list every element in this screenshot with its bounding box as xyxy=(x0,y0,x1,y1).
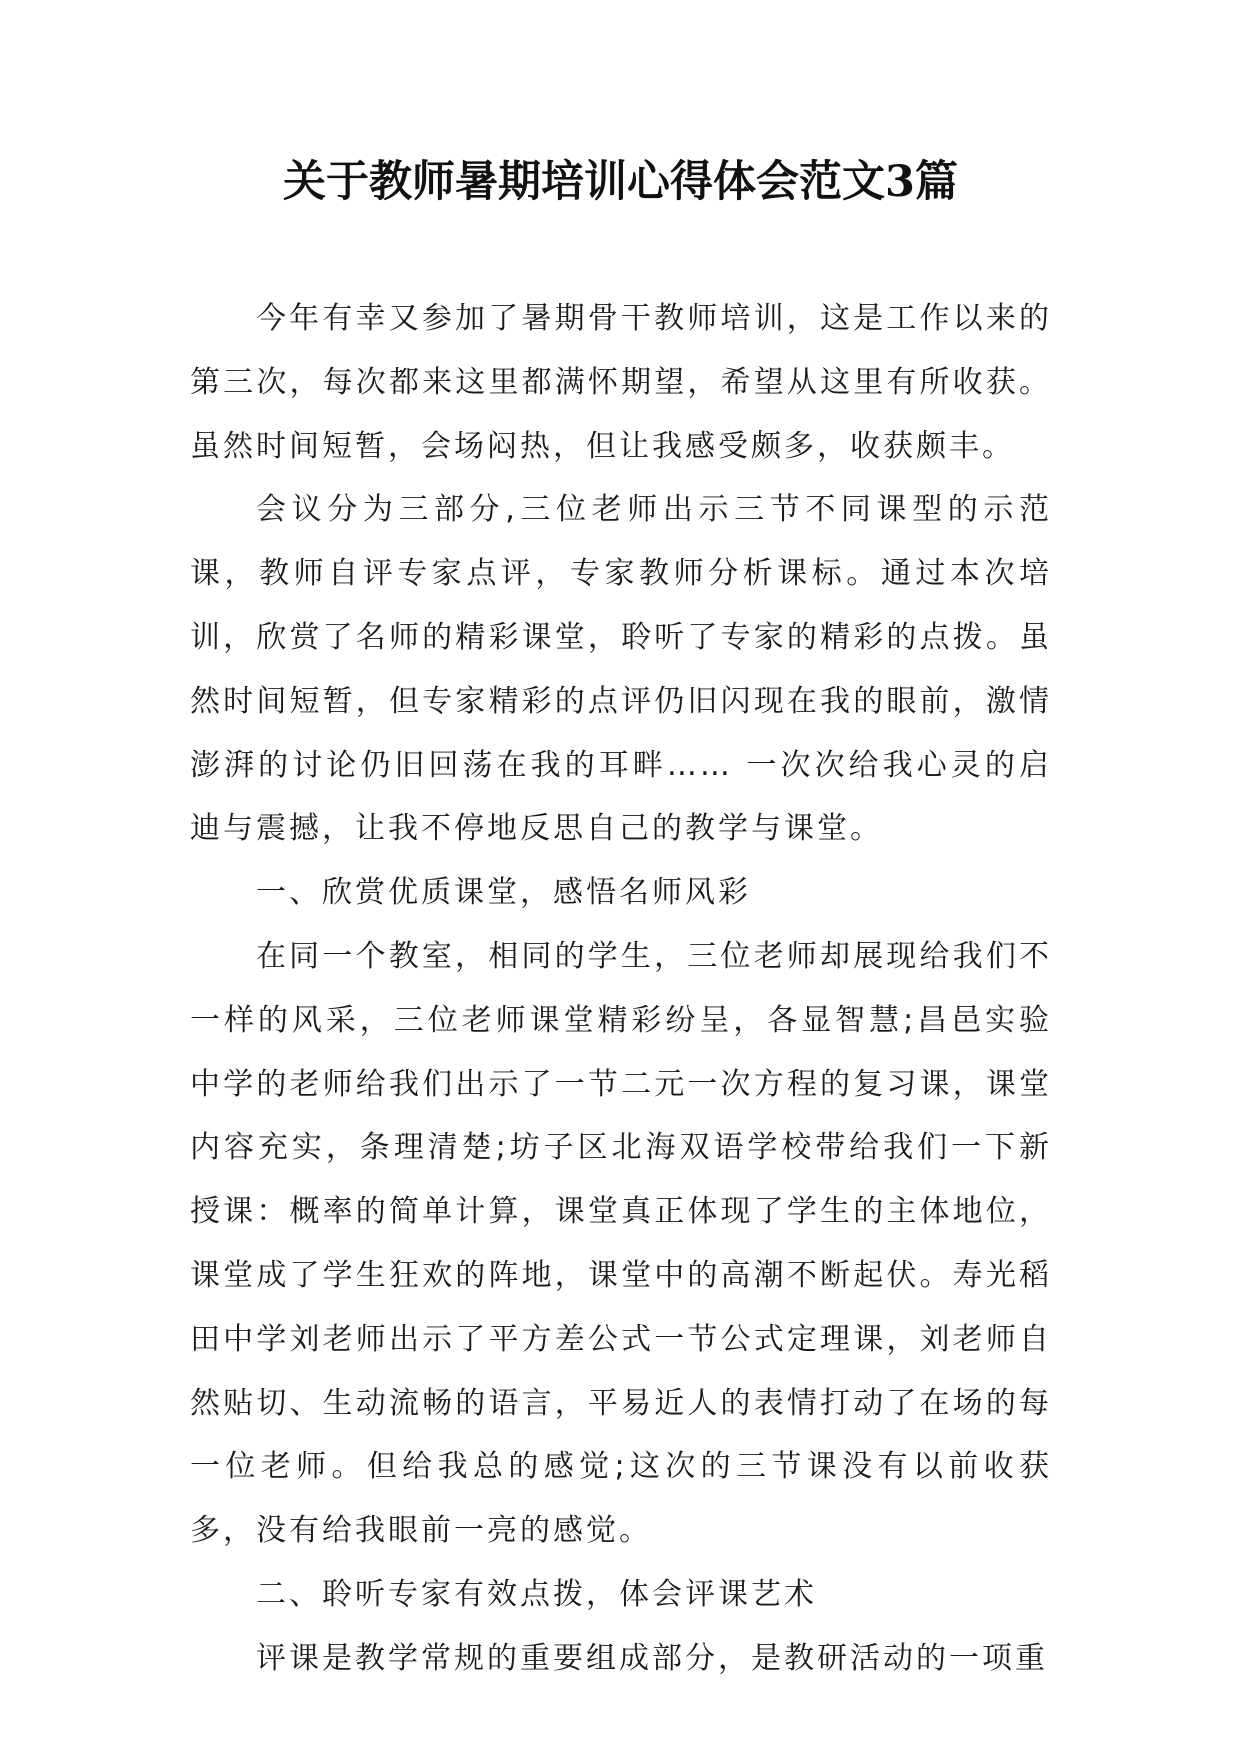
paragraph-meeting: 会议分为三部分,三位老师出示三节不同课型的示范课，教师自评专家点评，专家教师分析课标。通过本次培训，欣赏了名师的精彩课堂，聆听了专家的精彩的点拨。虽然时间短暂，但专家精彩的点评仍旧闪现在我的眼前，激情澎湃的讨论仍旧回荡在我的耳畔…… 一次次给我心灵的启迪与震撼，让我不停地反思自己的教学与课堂。 xyxy=(190,492,1052,847)
paragraph-intro: 今年有幸又参加了暑期骨干教师培训，这是工作以来的第三次，每次都来这里都满怀期望，希望从这里有所收获。虽然时间短暂，会场闷热，但让我感受颇多，收获颇丰。 xyxy=(190,301,1052,464)
section-heading-2: 二、聆听专家有效点拨，体会评课艺术 xyxy=(256,1576,817,1612)
section-heading-1: 一、欣赏优质课堂，感悟名师风彩 xyxy=(256,875,751,911)
document-title: 关于教师暑期培训心得体会范文3篇 xyxy=(283,157,958,207)
document-body xyxy=(190,287,1052,1691)
paragraph-classroom: 在同一个教室，相同的学生，三位老师却展现给我们不一样的风采，三位老师课堂精彩纷呈，各显智慧;昌邑实验中学的老师给我们出示了一节二元一次方程的复习课，课堂内容充实，条理清楚;坊子区北海双语学校带给我们一下新授课：概率的简单计算，课堂真正体现了学生的主体地位，课堂成了学生狂欢的阵地，课堂中的高潮不断起伏。寿光稻田中学刘老师出示了平方差公式一节公式定理课，刘老师自然贴切、生动流畅的语言，平易近人的表情打动了在场的每一位老师。但给我总的感觉;这次的三节课没有以前收获多，没有给我眼前一亮的感觉。 xyxy=(190,938,1052,1549)
paragraph-evaluation: 评课是教学常规的重要组成部分，是教研活动的一项重 xyxy=(256,1640,1048,1676)
